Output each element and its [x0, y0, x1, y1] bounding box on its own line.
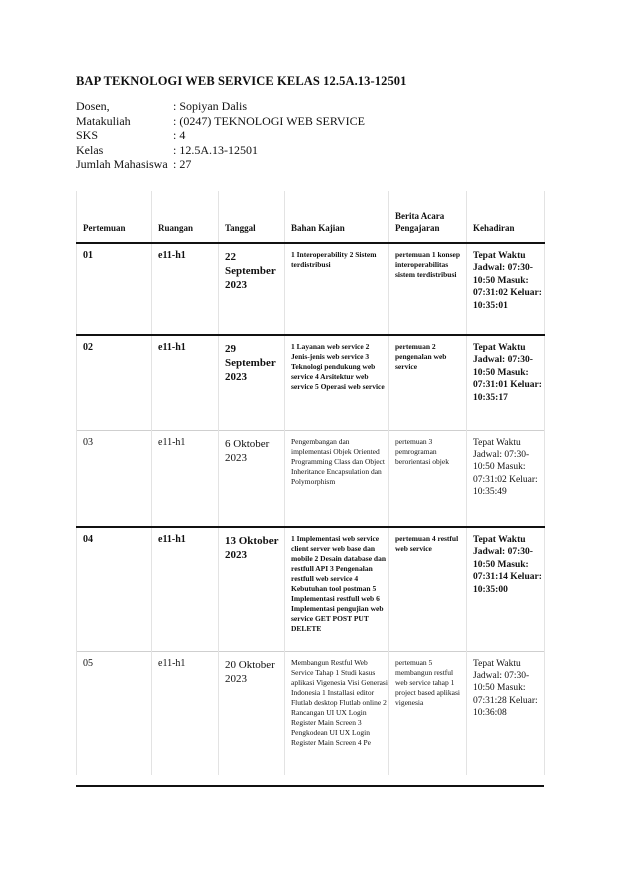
info-value: : 27 — [173, 157, 192, 171]
info-value: : Sopiyan Dalis — [173, 99, 247, 113]
info-value: : 12.5A.13-12501 — [173, 142, 258, 157]
table-row — [77, 335, 545, 430]
table-bottom-rule — [76, 785, 544, 787]
cell-tanggal: 29 September 2023 — [219, 335, 285, 430]
table-header-row — [77, 191, 545, 243]
cell-ruangan: e11-h1 — [152, 651, 219, 775]
header-bahan-kajian: Bahan Kajian — [285, 191, 389, 243]
cell-ruangan: e11-h1 — [152, 243, 219, 335]
header-pertemuan: Pertemuan — [77, 191, 152, 243]
cell-berita-acara: pertemuan 3 pemrograman berorientasi objek — [389, 430, 467, 527]
info-row-sks — [76, 128, 546, 143]
cell-berita-acara: pertemuan 4 restful web service — [389, 527, 467, 651]
table-row — [77, 243, 545, 335]
info-label: Kelas — [76, 142, 104, 157]
page-title: BAP TEKNOLOGI WEB SERVICE KELAS 12.5A.13-12501 — [76, 74, 407, 88]
cell-bahan-kajian: 1 Implementasi web service client server web base dan mobile 2 Desain database dan restfull API 3 Pengenalan restfull web service 4 Kebutuhan tool postman 5 Implementasi restfull web 6 Implementasi pengujian web service GET POST PUT DELETE — [285, 527, 389, 651]
table-row — [77, 430, 545, 527]
cell-tanggal: 20 Oktober 2023 — [219, 651, 285, 775]
cell-kehadiran: Tepat Waktu Jadwal: 07:30-10:50 Masuk: 07:31:02 Keluar: 10:35:49 — [467, 430, 545, 527]
course-info — [76, 99, 546, 172]
cell-bahan-kajian: 1 Layanan web service 2 Jenis-jenis web service 3 Teknologi pendukung web service 4 Arsitektur web service 5 Operasi web service — [285, 335, 389, 430]
cell-kehadiran: Tepat Waktu Jadwal: 07:30-10:50 Masuk: 07:31:01 Keluar: 10:35:17 — [467, 335, 545, 430]
cell-berita-acara: pertemuan 2 pengenalan web service — [389, 335, 467, 430]
cell-ruangan: e11-h1 — [152, 430, 219, 527]
cell-pertemuan: 01 — [77, 243, 152, 335]
info-row-kelas — [76, 143, 546, 158]
cell-berita-acara: pertemuan 1 konsep interoperabilitas sistem terdistribusi — [389, 243, 467, 335]
info-label: SKS — [76, 128, 99, 142]
info-row-jumlah-mahasiswa — [76, 157, 546, 172]
cell-kehadiran: Tepat Waktu Jadwal: 07:30-10:50 Masuk: 07:31:14 Keluar: 10:35:00 — [467, 527, 545, 651]
info-value: : (0247) TEKNOLOGI WEB SERVICE — [173, 113, 365, 128]
cell-ruangan: e11-h1 — [152, 335, 219, 430]
cell-pertemuan: 03 — [77, 430, 152, 527]
header-ruangan: Ruangan — [152, 191, 219, 243]
info-label: Jumlah Mahasiswa — [76, 157, 168, 171]
info-label: Matakuliah — [76, 113, 131, 128]
cell-bahan-kajian: Pengembangan dan implementasi Objek Oriented Programming Class dan Object Inheritance Encapsulation dan Polymorphism — [285, 430, 389, 527]
table-row — [77, 527, 545, 651]
cell-kehadiran: Tepat Waktu Jadwal: 07:30-10:50 Masuk: 07:31:28 Keluar: 10:36:08 — [467, 651, 545, 775]
cell-pertemuan: 04 — [77, 527, 152, 651]
cell-pertemuan: 02 — [77, 335, 152, 430]
table-row — [77, 651, 545, 775]
info-label: Dosen, — [76, 99, 110, 113]
header-kehadiran: Kehadiran — [467, 191, 545, 243]
info-value: : 4 — [173, 128, 186, 142]
bap-table — [76, 191, 545, 775]
info-row-matakuliah — [76, 114, 546, 129]
info-row-dosen — [76, 99, 546, 114]
cell-ruangan: e11-h1 — [152, 527, 219, 651]
cell-pertemuan: 05 — [77, 651, 152, 775]
cell-tanggal: 13 Oktober 2023 — [219, 527, 285, 651]
header-tanggal: Tanggal — [219, 191, 285, 243]
cell-bahan-kajian: Membangun Restful Web Service Tahap 1 Studi kasus aplikasi Vigenesia Visi Generasi Indonesia 1 Installasi editor Flutlab desktop Flutlab online 2 Rancangan UI UX Login Register Main Screen 3 Pengkodean UI UX Login Register Main Screen 4 Pe — [285, 651, 389, 775]
cell-bahan-kajian: 1 Interoperability 2 Sistem terdistribusi — [285, 243, 389, 335]
cell-tanggal: 6 Oktober 2023 — [219, 430, 285, 527]
header-berita-acara: Berita Acara Pengajaran — [389, 191, 467, 243]
cell-tanggal: 22 September 2023 — [219, 243, 285, 335]
cell-kehadiran: Tepat Waktu Jadwal: 07:30-10:50 Masuk: 07:31:02 Keluar: 10:35:01 — [467, 243, 545, 335]
cell-berita-acara: pertemuan 5 membangun restful web service tahap 1 project based aplikasi vigenesia — [389, 651, 467, 775]
